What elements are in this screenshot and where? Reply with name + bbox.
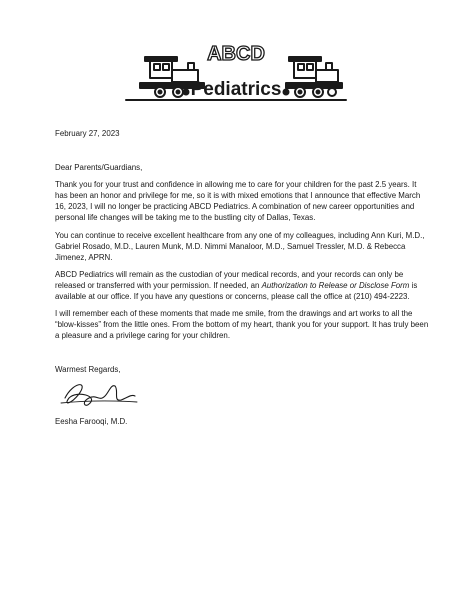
closing: Warmest Regards, <box>55 365 121 375</box>
paragraph-farewell: I will remember each of these moments that made me smile, from the drawings and art works to all the “blow-kisses” from the little ones. From the bottom of my heart, thank you for your support. It has truly been a pleasure and a privilege caring for your children. <box>55 309 429 341</box>
logo-line1: ABCD <box>207 43 265 65</box>
letter-date: February 27, 2023 <box>55 129 120 138</box>
records-text-after: is available at our office. If you have any questions or concerns, please call the office at (210) 494-2223. <box>55 280 418 302</box>
authorization-form-name: Authorization to Release or Disclose Form <box>261 280 410 290</box>
signer-name: Eesha Farooqi, M.D. <box>55 416 128 426</box>
letter-body <box>55 124 429 427</box>
paragraph-thanks: Thank you for your trust and confidence in allowing me to care for your children for the past 2.5 years. It has been an honor and privilege for me, so it is with mixed emotions that I announce that effective March 16, 2023, I will no longer be practicing ABCD Pediatrics. A combination of new career opportunities and personal life changes will be taking me to the bustling city of Dallas, Texas. <box>55 180 421 223</box>
records-text-before: ABCD Pediatrics will remain as the custodian of your medical records, and your records can only be released or transferred with your permission. If needed, an <box>55 269 404 290</box>
paragraph-records <box>55 269 429 302</box>
right-train-icon <box>286 57 342 97</box>
abcd-pediatrics-logo <box>0 0 474 120</box>
handwritten-signature <box>59 376 139 416</box>
logo-line2: Pediatrics <box>190 79 282 100</box>
salutation: Dear Parents/Guardians, <box>55 163 143 173</box>
paragraph-colleagues: You can continue to receive excellent healthcare from any one of my colleagues, including Ann Kuri, M.D., Gabriel Rosado, M.D., Lauren Munk, M.D. Nimmi Manaloor, M.D., Samuel Tressler, M.D. & Rebecca Jimenez, APRN. <box>55 230 425 262</box>
